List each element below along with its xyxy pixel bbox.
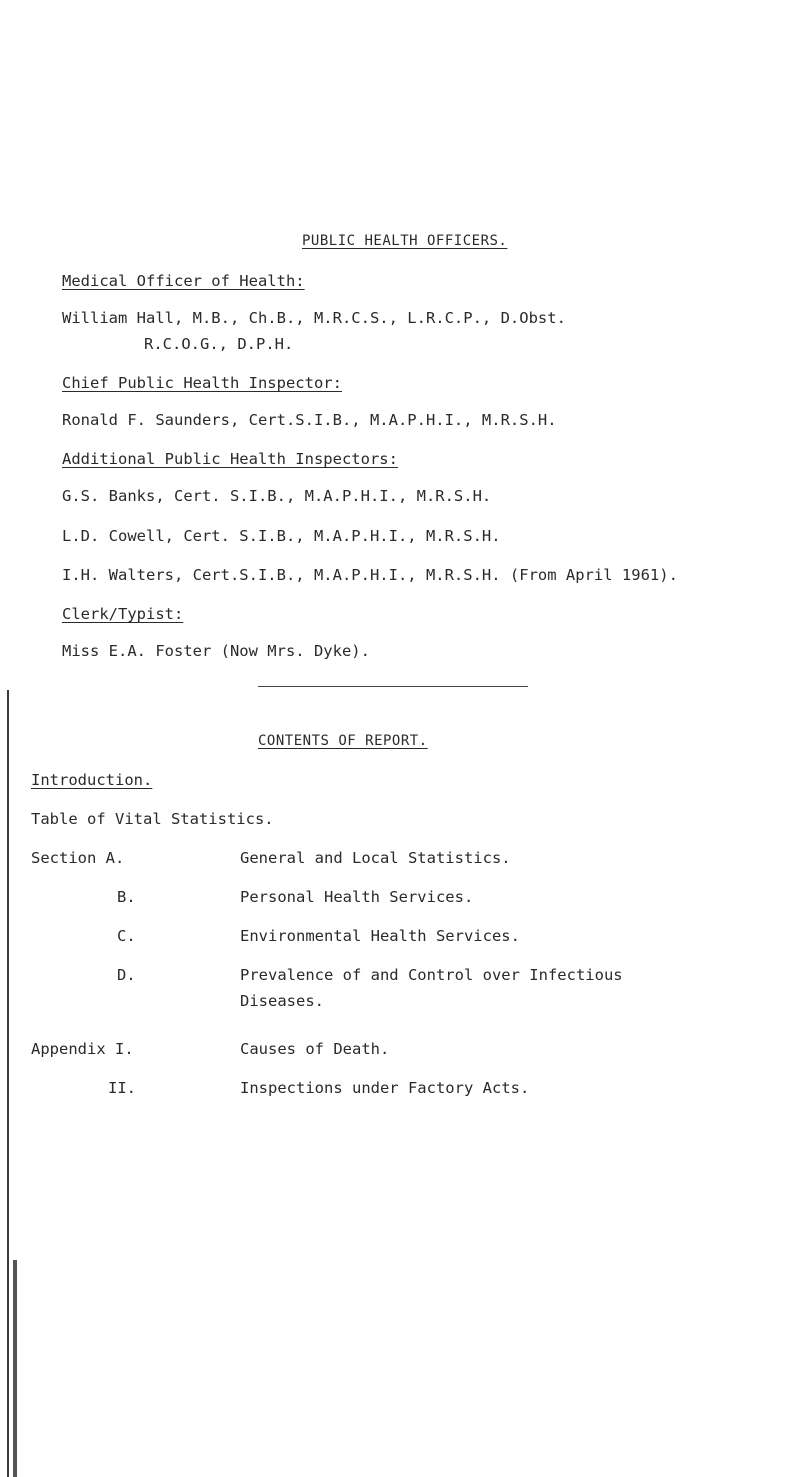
section-b-label: B. — [117, 888, 136, 906]
additional-inspector-1: G.S. Banks, Cert. S.I.B., M.A.P.H.I., M.R.S.H. — [62, 487, 492, 505]
appendix-1-text: Causes of Death. — [240, 1040, 390, 1058]
page-edge-shadow — [13, 1260, 17, 1477]
clerk-name: Miss E.A. Foster (Now Mrs. Dyke). — [62, 642, 370, 660]
officers-title: PUBLIC HEALTH OFFICERS. — [302, 233, 508, 249]
page-edge-line — [7, 690, 9, 1477]
additional-inspector-2: L.D. Cowell, Cert. S.I.B., M.A.P.H.I., M.R.S.H. — [62, 527, 501, 545]
section-a-text: General and Local Statistics. — [240, 849, 511, 867]
additional-inspectors-heading: Additional Public Health Inspectors: — [62, 450, 398, 468]
contents-introduction: Introduction. — [31, 771, 153, 789]
appendix-1-label: Appendix I. — [31, 1040, 134, 1058]
chief-inspector-heading: Chief Public Health Inspector: — [62, 374, 342, 392]
appendix-2-label: II. — [108, 1079, 136, 1097]
section-c-label: C. — [117, 927, 136, 945]
section-d-text: Prevalence of and Control over Infectious — [240, 966, 623, 984]
section-d-text-continued: Diseases. — [240, 992, 324, 1010]
section-b-text: Personal Health Services. — [240, 888, 474, 906]
separator-line — [258, 686, 528, 687]
moh-name-line-1: William Hall, M.B., Ch.B., M.R.C.S., L.R.C.P., D.Obst. — [62, 309, 566, 327]
section-a-label: Section A. — [31, 849, 125, 867]
section-c-text: Environmental Health Services. — [240, 927, 520, 945]
clerk-heading: Clerk/Typist: — [62, 605, 184, 623]
moh-heading: Medical Officer of Health: — [62, 272, 305, 290]
contents-vital-statistics: Table of Vital Statistics. — [31, 810, 274, 828]
moh-name-line-2: R.C.O.G., D.P.H. — [144, 335, 294, 353]
chief-inspector-name: Ronald F. Saunders, Cert.S.I.B., M.A.P.H.I., M.R.S.H. — [62, 411, 557, 429]
section-d-label: D. — [117, 966, 136, 984]
appendix-2-text: Inspections under Factory Acts. — [240, 1079, 530, 1097]
additional-inspector-3: I.H. Walters, Cert.S.I.B., M.A.P.H.I., M.R.S.H. (From April 1961). — [62, 566, 678, 584]
contents-title: CONTENTS OF REPORT. — [258, 733, 428, 749]
